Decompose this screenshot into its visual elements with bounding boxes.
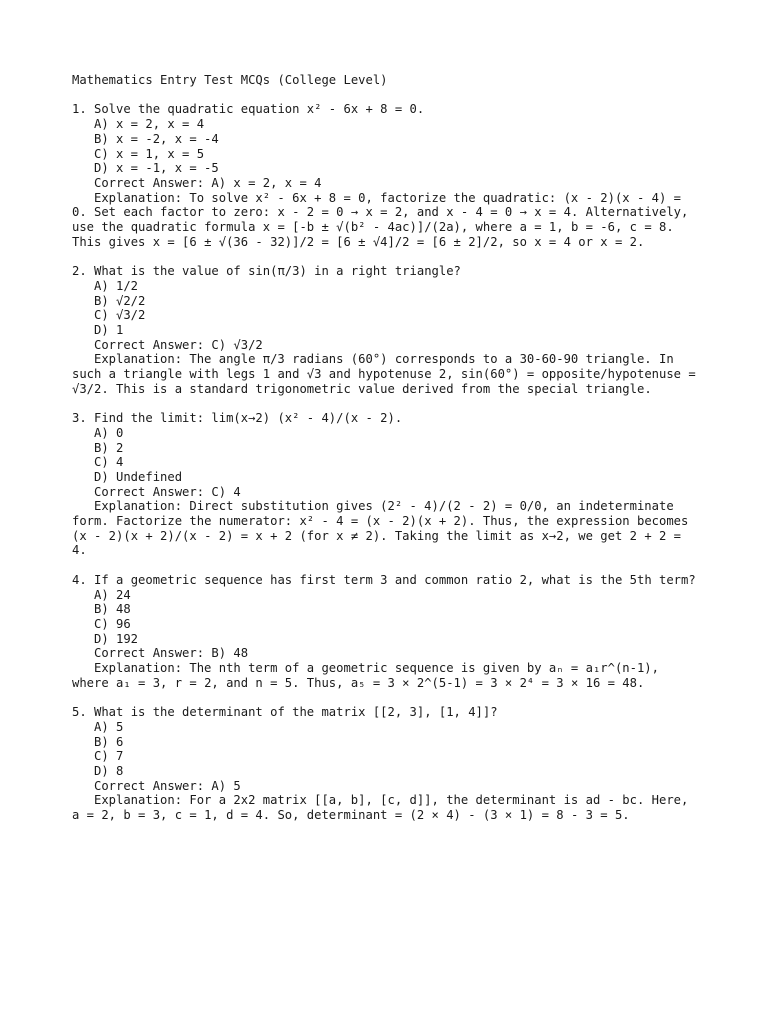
- option-c: C) x = 1, x = 5: [94, 146, 205, 161]
- correct-answer: Correct Answer: B) 48: [94, 646, 249, 661]
- correct-answer: Correct Answer: C) √3/2: [94, 337, 263, 352]
- option-d: D) 192: [94, 631, 139, 646]
- option-a: A) 5: [94, 719, 124, 734]
- explanation: Explanation: The angle π/3 radians (60°) corresponds to a 30-60-90 triangle. In such a triangle with legs 1 and √3 and hypotenuse 2, sin(60°) = opposite/hypotenuse = √3/2. This is a standard trigonometric value derived from the special triangle.: [72, 352, 704, 396]
- explanation: Explanation: To solve x² - 6x + 8 = 0, factorize the quadratic: (x - 2)(x - 4) = 0. Set each factor to zero: x - 2 = 0 → x = 2, and x - 4 = 0 → x = 4. Alternatively, use the quadratic formula x = [-b ± √(b² - 4ac)]/(2a), where a = 1, b = -6, c = 8. This gives x = [6 ± √(36 - 32)]/2 = [6 ± √4]/2 = [6 ± 2]/2, so x = 4 or x = 2.: [72, 190, 696, 249]
- document-content: [72, 73, 704, 837]
- option-b: B) 48: [94, 602, 131, 617]
- correct-answer: Correct Answer: A) x = 2, x = 4: [94, 175, 322, 190]
- question-text: 3. Find the limit: lim(x→2) (x² - 4)/(x - 2).: [72, 411, 403, 426]
- question-1: [72, 102, 698, 249]
- explanation: Explanation: The nth term of a geometric sequence is given by aₙ = a₁r^(n-1), where a₁ = 3, r = 2, and n = 5. Thus, a₅ = 3 × 2^(5-1) = 3 × 2⁴ = 3 × 16 = 48.: [72, 661, 667, 690]
- option-d: D) 1: [94, 322, 124, 337]
- explanation: Explanation: Direct substitution gives (2² - 4)/(2 - 2) = 0/0, an indeterminate form. Factorize the numerator: x² - 4 = (x - 2)(x + 2). Thus, the expression becomes (x - 2)(x + 2)/(x - 2) = x + 2 (for x ≠ 2). Taking the limit as x→2, we get 2 + 2 = 4.: [72, 499, 696, 558]
- question-5: [72, 705, 698, 823]
- option-c: C) 4: [94, 455, 124, 470]
- option-b: B) √2/2: [94, 293, 146, 308]
- option-d: D) x = -1, x = -5: [94, 161, 219, 176]
- option-c: C) 7: [94, 749, 124, 764]
- explanation: Explanation: For a 2x2 matrix [[a, b], [c, d]], the determinant is ad - bc. Here, a = 2, b = 3, c = 1, d = 4. So, determinant = (2 × 4) - (3 × 1) = 8 - 3 = 5.: [72, 793, 696, 823]
- option-d: D) Undefined: [94, 469, 183, 484]
- correct-answer: Correct Answer: C) 4: [94, 484, 241, 499]
- option-d: D) 8: [94, 763, 124, 778]
- option-b: B) x = -2, x = -4: [94, 131, 219, 146]
- question-text: 4. If a geometric sequence has first term 3 and common ratio 2, what is the 5th term?: [72, 572, 696, 587]
- question-2: [72, 264, 704, 396]
- option-b: B) 6: [94, 734, 124, 749]
- correct-answer: Correct Answer: A) 5: [94, 778, 241, 793]
- question-text: 2. What is the value of sin(π/3) in a right triangle?: [72, 264, 461, 279]
- option-a: A) 1/2: [94, 278, 139, 293]
- option-c: C) √3/2: [94, 308, 146, 323]
- option-c: C) 96: [94, 616, 131, 631]
- option-a: A) 24: [94, 587, 131, 602]
- question-4: [72, 573, 698, 691]
- option-b: B) 2: [94, 440, 124, 455]
- document-title: Mathematics Entry Test MCQs (College Level): [72, 73, 388, 87]
- question-3: [72, 411, 698, 558]
- option-a: A) x = 2, x = 4: [94, 117, 205, 132]
- option-a: A) 0: [94, 425, 124, 440]
- question-text: 1. Solve the quadratic equation x² - 6x + 8 = 0.: [72, 102, 425, 117]
- question-text: 5. What is the determinant of the matrix [[2, 3], [1, 4]]?: [72, 705, 498, 720]
